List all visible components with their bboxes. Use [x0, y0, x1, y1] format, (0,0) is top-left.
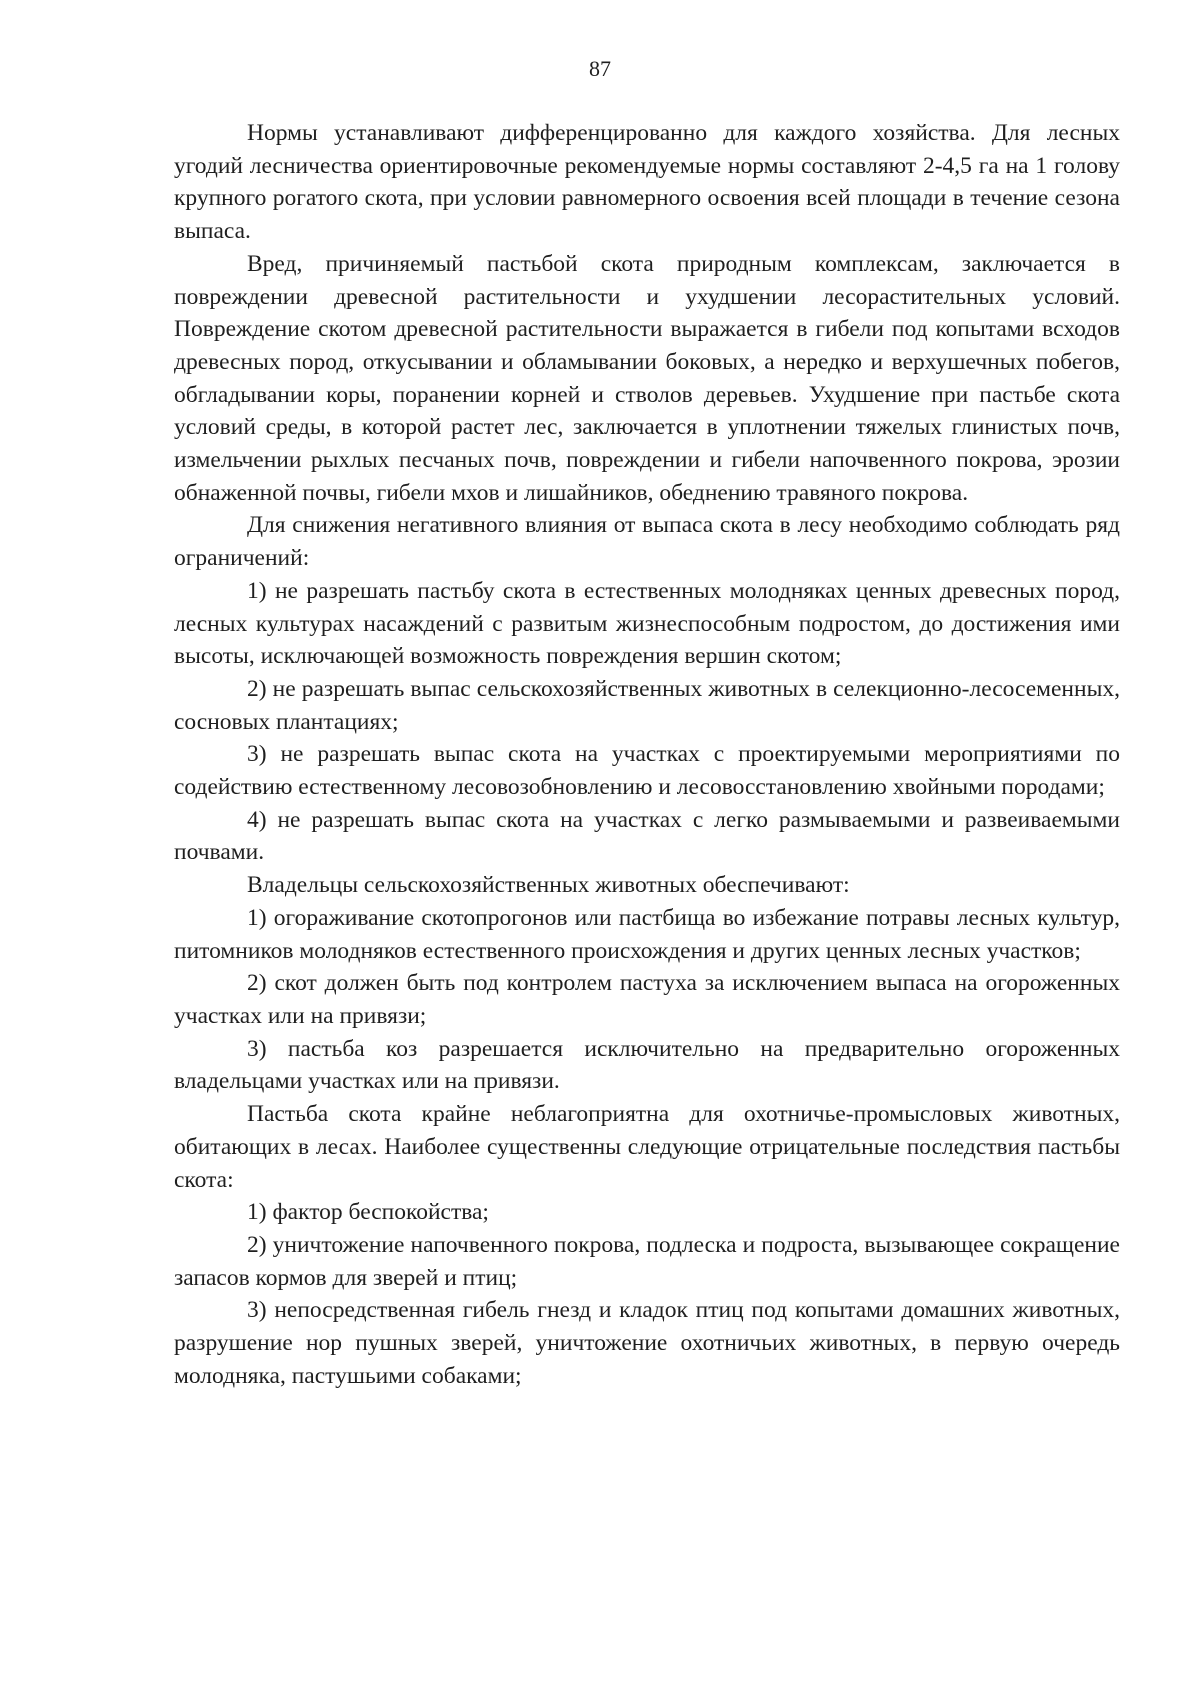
list-item-restriction-1: 1) не разрешать пастьбу скота в естественных молодняках ценных древесных пород, лесных культурах насаждений с развитым жизнеспособным подростом, до достижения ими высоты, исключающей возможность повреждения вершин скотом;: [174, 577, 1120, 670]
paragraph-consequences-intro: Пастьба скота крайне неблагоприятна для охотничье-промысловых животных, обитающих в лесах. Наиболее существенны следующие отрицательные последствия пастьбы скота:: [174, 1101, 1120, 1193]
list-item-consequence-1: 1) фактор беспокойства;: [247, 1199, 489, 1226]
list-item-restriction-2: 2) не разрешать выпас сельскохозяйственных животных в селекционно-лесосеменных, сосновых плантациях;: [174, 675, 1120, 735]
list-item-restriction-3: 3) не разрешать выпас скота на участках с проектируемыми мероприятиями по содействию естественному лесовозобновлению и лесовосстановлению хвойными породами;: [174, 741, 1120, 801]
list-item-owner-2: 2) скот должен быть под контролем пастуха за исключением выпаса на огороженных участках или на привязи;: [174, 970, 1120, 1029]
paragraph-harm: Вред, причиняемый пастьбой скота природным комплексам, заключается в повреждении древесной растительности и ухудшении лесорастительных условий. Повреждение скотом древесной растительности выражается в гибели под копытами всходов древесных пород, откусывании и обламывании боковых, а нередко и верхушечных побегов, обгладывании коры, поранении корней и стволов деревьев. Ухудшение при пастьбе скота условий среды, в которой растет лес, заключается в уплотнении тяжелых глинистых почв, измельчении рыхлых песчаных почв, повреждении и гибели напочвенного покрова, эрозии обнаженной почвы, гибели мхов и лишайников, обеднению травяного покрова.: [174, 250, 1120, 506]
paragraph-restrictions-intro: Для снижения негативного влияния от выпаса скота в лесу необходимо соблюдать ряд ограничений:: [174, 512, 1120, 572]
page-number: 87: [589, 56, 611, 81]
list-item-owner-3: 3) пастьба коз разрешается исключительно на предварительно огороженных владельцами участках или на привязи.: [174, 1035, 1120, 1095]
paragraph-owners-intro: Владельцы сельскохозяйственных животных обеспечивают:: [247, 872, 850, 899]
document-body: [174, 117, 1120, 1392]
list-item-consequence-3: 3) непосредственная гибель гнезд и кладок птиц под копытами домашних животных, разрушение нор пушных зверей, уничтожение охотничьих животных, в первую очередь молодняка, пастушьими собаками;: [174, 1297, 1120, 1389]
paragraph-norms: Нормы устанавливают дифференцированно для каждого хозяйства. Для лесных угодий лесничества ориентировочные рекомендуемые нормы составляют 2-4,5 га на 1 голову крупного рогатого скота, при условии равномерного освоения всей площади в течение сезона выпаса.: [174, 120, 1120, 245]
list-item-consequence-2: 2) уничтожение напочвенного покрова, подлеска и подроста, вызывающее сокращение запасов кормов для зверей и птиц;: [174, 1231, 1120, 1291]
list-item-owner-1: 1) огораживание скотопрогонов или пастбища во избежание потравы лесных культур, питомников молодняков естественного происхождения и других ценных лесных участков;: [174, 904, 1120, 964]
list-item-restriction-4: 4) не разрешать выпас скота на участках с легко размываемыми и развеиваемыми почвами.: [174, 806, 1120, 866]
